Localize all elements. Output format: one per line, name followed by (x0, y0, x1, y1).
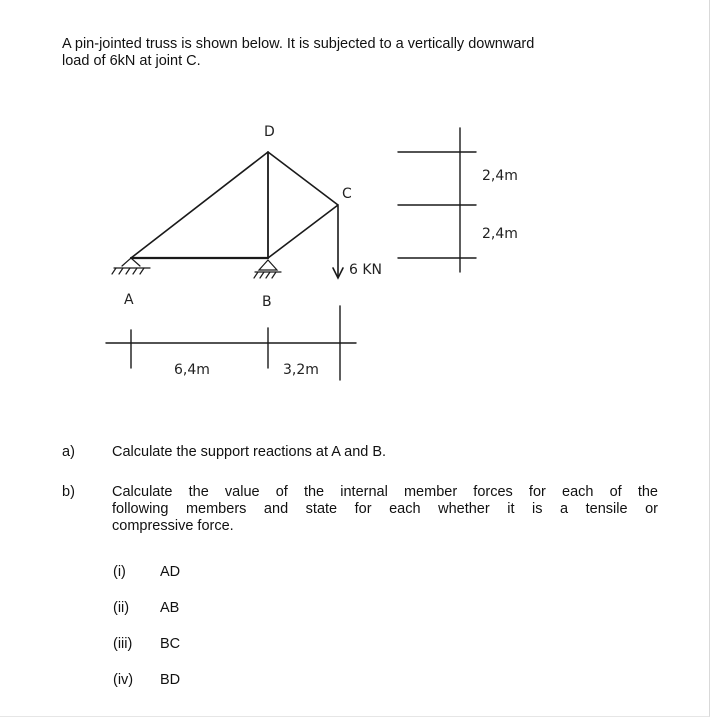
member-item-name: BD (160, 672, 181, 688)
member-dc (268, 152, 338, 205)
problem-statement-line-2: load of 6kN at joint C. (62, 53, 201, 69)
question-b-letter: b) (62, 484, 75, 500)
dimension-label-upper: 2,4m (482, 168, 518, 184)
problem-statement-line-1: A pin-jointed truss is shown below. It is subjected to a vertically downward (62, 36, 535, 52)
member-item-name: AB (160, 600, 180, 616)
question-b-line-1: Calculate the value of the internal member forces for each of the (112, 484, 658, 500)
question-a-text: Calculate the support reactions at A and B. (112, 444, 387, 460)
member-ad (131, 152, 268, 258)
question-b-line-3: compressive force. (112, 518, 234, 534)
support-b-icon (254, 260, 281, 278)
member-item-number: (i) (113, 564, 126, 580)
dimension-label-ab: 6,4m (174, 362, 210, 378)
dimension-label-bc: 3,2m (283, 362, 319, 378)
member-item-name: AD (160, 564, 181, 580)
load-arrow-icon (333, 206, 343, 278)
member-item-name: BC (160, 636, 181, 652)
joint-label-d: D (264, 124, 275, 140)
joint-label-a: A (124, 292, 134, 308)
member-item-number: (ii) (113, 600, 130, 616)
member-item-number: (iv) (113, 672, 134, 688)
question-b-line-2: following members and state for each whether it is a tensile or (112, 501, 658, 517)
load-label: 6 KN (349, 262, 383, 278)
question-a-letter: a) (62, 444, 75, 460)
vertical-dimension-line (398, 128, 476, 272)
joint-label-c: C (342, 186, 352, 202)
member-item-number: (iii) (113, 636, 133, 652)
joint-label-b: B (262, 294, 272, 310)
dimension-label-lower: 2,4m (482, 226, 518, 242)
support-a-icon (112, 258, 150, 274)
member-bc (268, 205, 338, 258)
question-b-text (112, 484, 658, 535)
